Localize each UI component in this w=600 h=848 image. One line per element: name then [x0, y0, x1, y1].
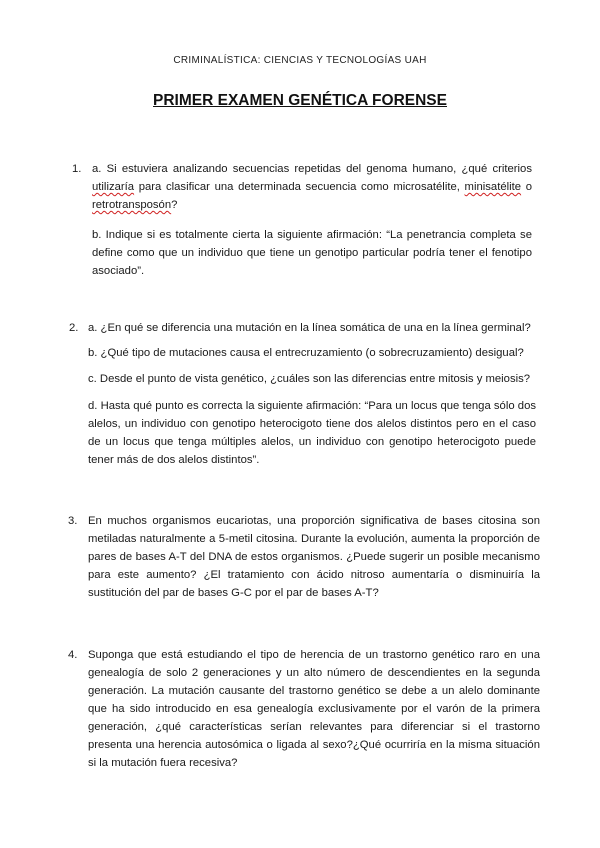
question-1a-text-2: para clasificar una determinada secuencia como microsatélite,	[134, 181, 465, 193]
question-1a-text-4: ?	[171, 199, 178, 211]
question-2a: a. ¿En qué se diferencia una mutación en la línea somática de una en la línea germinal?	[88, 322, 531, 334]
question-4: Suponga que está estudiando el tipo de herencia de un trastorno genético raro en una genealogía de solo 2 generaciones y un alto número de descendientes en la segunda generación. La mutación causante del trastorno genético se debe a un alelo dominante que ha sido introducido en esa genealogía exclusivamente por el varón de la primera generación, ¿qué características serían relevantes para diferenciar si el trastorno presenta una herencia autosómica o ligada al sexo?¿Qué ocurriría en la misma situación si la mutación fuera recesiva?	[88, 649, 540, 769]
question-3-number: 3.	[68, 515, 78, 527]
question-1a	[92, 160, 532, 214]
spellcheck-word: utilizaría	[92, 181, 135, 193]
header: CRIMINALÍSTICA: CIENCIAS Y TECNOLOGÍAS UAH	[173, 55, 427, 66]
question-1b: b. Indique si es totalmente cierta la siguiente afirmación: “La penetrancia completa se define como que un individuo que tiene un genotipo particular podría tener el fenotipo asociado”.	[92, 229, 532, 277]
question-1a-text-3: o	[521, 181, 532, 193]
question-1-number: 1.	[72, 163, 82, 175]
question-2c: c. Desde el punto de vista genético, ¿cuáles son las diferencias entre mitosis y meiosis?	[88, 373, 531, 385]
question-2b: b. ¿Qué tipo de mutaciones causa el entrecruzamiento (o sobrecruzamiento) desigual?	[88, 347, 524, 359]
question-2-number: 2.	[69, 322, 79, 334]
spellcheck-word: minisatélite	[464, 181, 522, 193]
question-1a-text-1: a. Si estuviera analizando secuencias repetidas del genoma humano, ¿qué criterios	[92, 163, 532, 175]
question-3: En muchos organismos eucariotas, una proporción significativa de bases citosina son metiladas naturalmente a 5-metil citosina. Durante la evolución, aumenta la proporción de pares de bases A-T del DNA de estos organismos. ¿Puede sugerir un posible mecanismo para este aumento? ¿El tratamiento con ácido nitroso aumentaría o disminuiría la sustitución del par de bases G-C por el par de bases A-T?	[88, 515, 540, 599]
question-2d: d. Hasta qué punto es correcta la siguiente afirmación: “Para un locus que tenga sólo dos alelos, un individuo con genotipo heterocigoto tiene dos alelos distintos pero en el caso de un locus que tenga múltiples alelos, un individuo con genotipo heterocigoto puede tener más de dos alelos distintos”.	[88, 400, 536, 466]
page-title: PRIMER EXAMEN GENÉTICA FORENSE	[153, 92, 447, 109]
question-4-number: 4.	[68, 649, 78, 661]
spellcheck-word: retrotransposón	[92, 199, 172, 211]
